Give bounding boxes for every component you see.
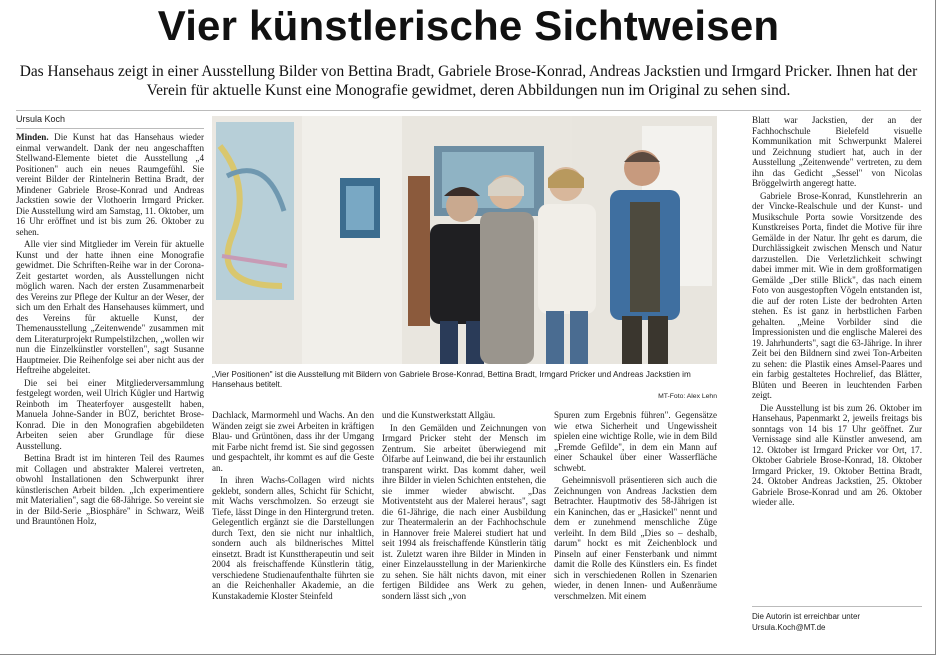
article-column-1 [16,132,204,529]
col4-paragraph-2: Geheimnisvoll präsentieren sich auch die Zeichnungen von Andreas Jackstien dem Betrachter. Hauptmotiv des 58-Jährigen ist ein Kaninchen, das er „Hasickel" nennt und dem er zunehmend menschliche Züge verleiht. In dem Bild „Dies so – deshalb, darum" hockt es mit Zeichenblock und Pinseln auf einer Fensterbank und nimmt damit die Rolle des Künstlers ein. Es findet sich in verschiedenen Rollen in Szenarien wieder, in denen Innen- und Außenräume verschmelzen. Mit einem [554,475,717,601]
photo-credit: MT-Foto: Alex Lehn [658,393,717,400]
headline: Vier künstlerische Sichtweisen [157,2,780,49]
article-photo [212,116,717,364]
photo-caption: „Vier Positionen" ist die Ausstellung mit Bildern von Gabriele Brose-Konrad, Bettina Bradt, Irmgard Pricker und Andreas Jackstien im Hansehaus betitelt. [212,370,691,390]
col2-paragraph-2: In ihren Wachs-Collagen wird nichts geklebt, sondern alles, Schicht für Schicht, mit Wachs verschmolzen. So erzeugt sie Tiefe, lässt Dinge in den Hintergrund treten. Gelegentlich ergänzt sie die Darstellungen durch Text, den sie nicht nur inhaltlich, sondern auch als bildnerisches Mittel einsetzt. Bradt ist Kunsttherapeutin und seit 2004 als freischaffende Künstlerin tätig, verschiedene Studienaufenthalte führten sie an die Reichenhaller Akademie, an die Kunstakademie Kloster Steinfeld [212,475,374,601]
col3-paragraph-1: und die Kunstwerkstatt Allgäu. [382,410,496,420]
col1-paragraph-1: Die Kunst hat das Hansehaus wieder einmal verwandelt. Dank der neu angeschafften Stellwand-Elemente bietet die Ausstellung „4 Positionen" auch ein neues Raumgefühl. Sie vereint Bilder der Rintelnerin Bettina Bradt, der Mindener Gabriele Brose-Konrad und Andreas Jackstien sowie der Vlothoerin Irmgard Pricker. Die Ausstellung wird am Samstag, 11. Oktober, um 16 Uhr eröffnet und ist bis zum 26. Oktober zu sehen. [16,132,204,237]
col5-paragraph-1: Blatt war Jackstien, der an der Fachhochschule Bielefeld visuelle Kommunikation mit Schwerpunkt Malerei und Zeichnung studiert hat, auch in der Ausstellung „Zeitenwende" vertreten, zu dem ihn das Gedicht „Sessel" von Nicolas Bröggelwirth angeregt hatte. [752,115,922,188]
article-column-4 [554,410,717,603]
col4-paragraph-1: Spuren zum Ergebnis führen". Gegensätze wie etwa Sicherheit und Ungewissheit spielen eine wichtige Rolle, wie in dem Bild „Fremde Gefilde", in dem ein Mann auf einer Schaukel über einer Wasserfläche schwebt. [554,410,717,473]
article-column-2 [212,410,374,603]
lead-paragraph: Das Hansehaus zeigt in einer Ausstellung Bilder von Bettina Bradt, Gabriele Brose-Konrad, Andreas Jackstien und Irmgard Pricker. Ihnen hat der Verein für aktuelle Kunst eine Monografie gewidmet, deren Abbildungen nun im Original zu sehen sind. [19,63,918,99]
col1-paragraph-2: Alle vier sind Mitglieder im Verein für aktuelle Kunst und der hatte ihnen eine Monografie gewidmet. Die Schriften-Reihe war in der Corona-Zeit gestartet worden, als Ausstellungen nicht möglich waren. Nach der ersten Zusammenarbeit des Vereins zur Pflege der Kultur an der Weser, der sich um den Erhalt des Hansehauses kümmert, und des Vereins für aktuelle Kunst, der Themenausstellung „Zeitenwende" zusammen mit dem Literaturprojekt Rumpelstilzchen, „wollen wir nun die Einzelkünstler vorstellen", sagt Susanne Hauptmeier. Die Reihenfolge sei aber nicht aus der Heftreihe abgeleitet. [16,239,204,375]
article-column-3 [382,410,546,603]
author-contact-line: Die Autorin ist erreichbar unter [752,612,861,621]
author-contact-note [752,612,922,633]
top-rule [16,110,921,111]
author-email: Ursula.Koch@MT.de [752,622,826,632]
exhibition-photo-illustration [212,116,717,364]
article-column-5 [752,115,922,510]
col1-paragraph-4: Bettina Bradt ist im hinteren Teil des Raumes mit Collagen und abstrakter Malerei vertreten, obwohl Installationen den Schwerpunkt ihrer künstlerischen Arbeit bilden. „Ich experimentiere mit Materialien", sagt die 68-Jährige. So vereint sie in der Bild-Serie „Biosphäre" in Schwarz, Weiß und Brauntönen Holz, [16,453,204,526]
col5-paragraph-2: Gabriele Brose-Konrad, Kunstlehrerin an der Vincke-Realschule und der Kunst- und Musikschule Porta sowie Vorsitzende des Kunstkreises Porta, findet die Motive für ihre Gemälde in der Natur. Ihr geht es darum, die Durchlässigkeit zwischen Mensch und Natur darzustellen. Die Verletzlichkeit schwingt dabei immer mit. Wie in dem großformatigen Gemälde „Der stille Blick", das nach einem Foto von ausgestopften Vögeln entstanden ist, die auf der roten Liste der bedrohten Arten stehen. Es ist ganz in herbstlichen Farben gehalten. „Meine Vorbilder sind die Impressionisten und die englische Malerei des 19. Jahrhunderts", sagt die 63-Jährige. In ihrer Zeit bei den Bildnern sind zwei Ton-Arbeiten zu sehen: die Plastik eines Amsel-Paares und ein farbig gestaltetes Hochrelief, das Blätter, Blüten und Beeren in leuchtenden Farben zeigt. [752,190,922,400]
col3-paragraph-2: In den Gemälden und Zeichnungen von Irmgard Pricker steht der Mensch im Zentrum. Sie arbeitet überwiegend mit Ölfarbe auf Leinwand, die bei ihr erstaunlich transparent wirkt. Das kommt daher, weil ihre Bilder in vielen Schichten entstehen, die sie immer wieder abwischt. „Das Motiventsteht aus der Malerei heraus", sagt die 61-Jährige, die nach einer Ausbildung zur Theatermalerin an der Fachhochschule in Hannover freie Malerei studiert hat und seit 1994 als freischaffende Künstlerin tätig ist. Zuletzt waren ihre Bilder in Minden in einer Einzelausstellung in der Marienkirche zu sehen. Sie hält nichts davon, mit einer fertigen Bildidee ans Werk zu gehen, sondern lässt sich „von [382,422,546,601]
dateline: Minden. [16,132,49,142]
author-rule [16,128,204,129]
footer-rule [752,606,922,607]
col5-paragraph-3: Die Ausstellung ist bis zum 26. Oktober im Hansehaus, Papenmarkt 2, jeweils freitags bis sonntags von 14 bis 17 Uhr geöffnet. Zur Vernissage sind alle Künstler anwesend, am 12. Oktober ist Irmgard Pricker vor Ort, 17. Oktober Gabriele Brose-Konrad, 18. Oktober Irmgard Pricker, 19. Oktober Bettina Bradt, 24. Oktober Andreas Jackstien, 25. Oktober Gabriele Brose-Konrad und am 26. Oktober wieder alle. [752,402,922,507]
col1-paragraph-3: Die sei bei einer Mitgliederversammlung festgelegt worden, weil Ulrich Kügler und Hartwig Reinboth im Theaterfoyer ausgestellt haben, Manuela Johne-Sander in BÜZ, berichtet Brose-Konrad. Die in den Monografien abgebildeten Arbeiten seien aber Grundlage für diese Ausstellung. [16,377,204,451]
col2-paragraph-1: Dachlack, Marmormehl und Wachs. An den Wänden zeigt sie zwei Arbeiten in kräftigen Blau- und Grüntönen, dass ihr der Umgang mit Farbe nicht fremd ist. Sie sind gegossen und gespachtelt, ihr kommt es auf die Geste an. [212,410,374,473]
author-name: Ursula Koch [16,114,66,124]
